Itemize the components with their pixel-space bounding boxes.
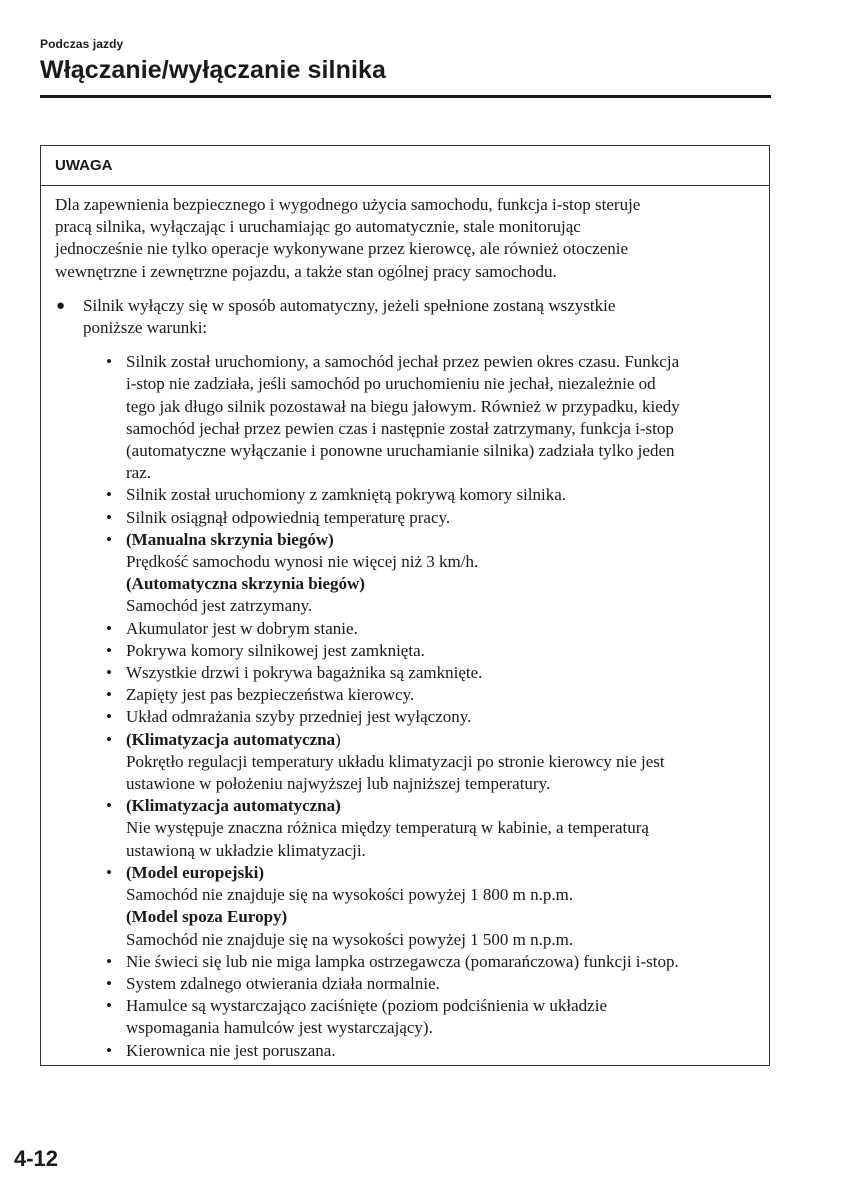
bullet-icon: • [106,729,112,749]
condition-text [126,973,769,995]
bullet-icon: • [106,862,112,882]
condition-text [126,351,769,373]
condition-item [103,951,769,973]
condition-item [103,529,769,618]
condition-item [103,618,769,640]
condition-item [103,862,769,951]
line-text: Zapięty jest pas bezpieczeństwa kierowcy. [126,685,415,705]
title-divider [40,95,771,98]
condition-item [103,706,769,728]
line-text: samochód jechał przez pewien czas i następnie został zatrzymany, funkcja i-stop [126,418,674,438]
condition-item [103,995,769,1039]
condition-subheading [126,729,769,751]
intro-line: wewnętrzne i zewnętrzne pojazdu, a także stan ogólnej pracy samochodu. [55,261,557,281]
line-text: Samochód nie znajduje się na wysokości powyżej 1 500 m n.p.m. [126,929,574,949]
condition-text [126,640,769,662]
condition-item [103,795,769,862]
condition-text [126,817,769,839]
bullet-icon: • [106,663,112,683]
condition-item [103,640,769,662]
notice-box [40,145,770,1066]
condition-item [103,507,769,529]
condition-subheading [126,573,769,595]
bullet-icon: • [106,529,112,549]
condition-text [126,773,769,795]
line-text: Silnik osiągnął odpowiednią temperaturę pracy. [126,507,451,527]
condition-text [126,551,769,573]
condition-subheading [126,906,769,928]
notice-intro [55,194,769,283]
bullet-icon: • [106,996,112,1016]
bullet-icon: • [106,973,112,993]
line-suffix: ) [335,729,341,749]
condition-text [126,462,769,484]
line-text: raz. [126,463,152,483]
line-text: (Manualna skrzynia biegów) [126,529,334,549]
line-text: wspomagania hamulców jest wystarczający). [126,1018,433,1038]
line-text: (Automatyczna skrzynia biegów) [126,574,365,594]
condition-text [126,418,769,440]
line-text: Akumulator jest w dobrym stanie. [126,618,358,638]
bullet-icon: • [106,685,112,705]
line-text: Silnik został uruchomiony z zamkniętą pokrywą komory silnika. [126,485,567,505]
line-text: ustawioną w układzie klimatyzacji. [126,840,366,860]
bullet-icon: • [106,485,112,505]
line-text: System zdalnego otwierania działa normalnie. [126,973,440,993]
line-text: Pokrętło regulacji temperatury układu klimatyzacji po stronie kierowcy nie jest [126,751,665,771]
condition-text [126,484,769,506]
intro-line: pracą silnika, wyłączając i uruchamiając go automatycznie, stale monitorując [55,217,581,237]
intro-line: Dla zapewnienia bezpiecznego i wygodnego użycia samochodu, funkcja i-stop steruje [55,195,641,214]
line-text: tego jak długo silnik pozostawał na biegu jałowym. Również w przypadku, kiedy [126,396,680,416]
page-number: 4-12 [14,1146,59,1171]
condition-item [103,729,769,796]
condition-text [126,440,769,462]
line-text: Układ odmrażania szyby przedniej jest wyłączony. [126,707,472,727]
condition-text [126,884,769,906]
notice-body [41,186,769,1062]
line-text: Wszystkie drzwi i pokrywa bagażnika są zamknięte. [126,663,483,683]
main-item-line: poniższe warunki: [83,318,208,338]
round-bullet-icon: ● [56,297,66,314]
main-bullet-item [55,295,769,1062]
condition-text [126,1017,769,1039]
line-text: ustawione w położeniu najwyższej lub najniższej temperatury. [126,774,551,794]
section-label: Podczas jazdy [40,37,124,51]
line-text: (Model spoza Europy) [126,907,288,927]
line-text: Nie występuje znaczna różnica między temperaturą w kabinie, a temperaturą [126,818,649,838]
line-text: (automatyczne wyłączanie i ponowne uruchamianie silnika) zadziała tylko jeden [126,441,675,461]
line-text: (Klimatyzacja automatyczna [126,729,336,749]
bullet-icon: • [106,796,112,816]
bullet-icon: • [106,507,112,527]
line-text: Samochód jest zatrzymany. [126,596,313,616]
condition-item [103,1040,769,1062]
line-text: Nie świeci się lub nie miga lampka ostrzegawcza (pomarańczowa) funkcji i-stop. [126,951,679,971]
condition-item [103,484,769,506]
condition-text [126,396,769,418]
bullet-icon: • [106,1040,112,1060]
condition-text [126,507,769,529]
line-text: Silnik został uruchomiony, a samochód jechał przez pewien okres czasu. Funkcja [126,352,680,372]
condition-subheading [126,795,769,817]
condition-text [126,751,769,773]
line-text: (Klimatyzacja automatyczna) [126,796,341,816]
condition-item [103,684,769,706]
notice-heading: UWAGA [41,146,769,186]
condition-text [126,951,769,973]
page-title: Włączanie/wyłączanie silnika [40,56,387,84]
condition-subheading [126,529,769,551]
bullet-icon: • [106,640,112,660]
condition-text [126,684,769,706]
condition-item [103,662,769,684]
conditions-list [103,351,769,1062]
line-text: Samochód nie znajduje się na wysokości powyżej 1 800 m n.p.m. [126,885,574,905]
condition-text [126,1040,769,1062]
line-text: Hamulce są wystarczająco zaciśnięte (poziom podciśnienia w układzie [126,996,607,1016]
condition-subheading [126,862,769,884]
condition-item [103,973,769,995]
main-item-line: Silnik wyłączy się w sposób automatyczny, jeżeli spełnione zostaną wszystkie [83,295,616,315]
line-text: Pokrywa komory silnikowej jest zamknięta. [126,640,425,660]
condition-text [126,373,769,395]
condition-text [126,595,769,617]
line-text: (Model europejski) [126,862,265,882]
intro-line: jednocześnie nie tylko operacje wykonywane przez kierowcę, ale również otoczenie [55,239,629,259]
condition-text [126,618,769,640]
condition-text [126,840,769,862]
condition-text [126,662,769,684]
line-text: Prędkość samochodu wynosi nie więcej niż 3 km/h. [126,552,479,572]
condition-item [103,351,769,484]
condition-text [126,995,769,1017]
bullet-icon: • [106,352,112,372]
bullet-icon: • [106,951,112,971]
bullet-icon: • [106,707,112,727]
condition-text [126,929,769,951]
bullet-icon: • [106,618,112,638]
line-text: Kierownica nie jest poruszana. [126,1040,336,1060]
line-text: i-stop nie zadziała, jeśli samochód po uruchomieniu nie jechał, niezależnie od [126,374,656,394]
condition-text [126,706,769,728]
